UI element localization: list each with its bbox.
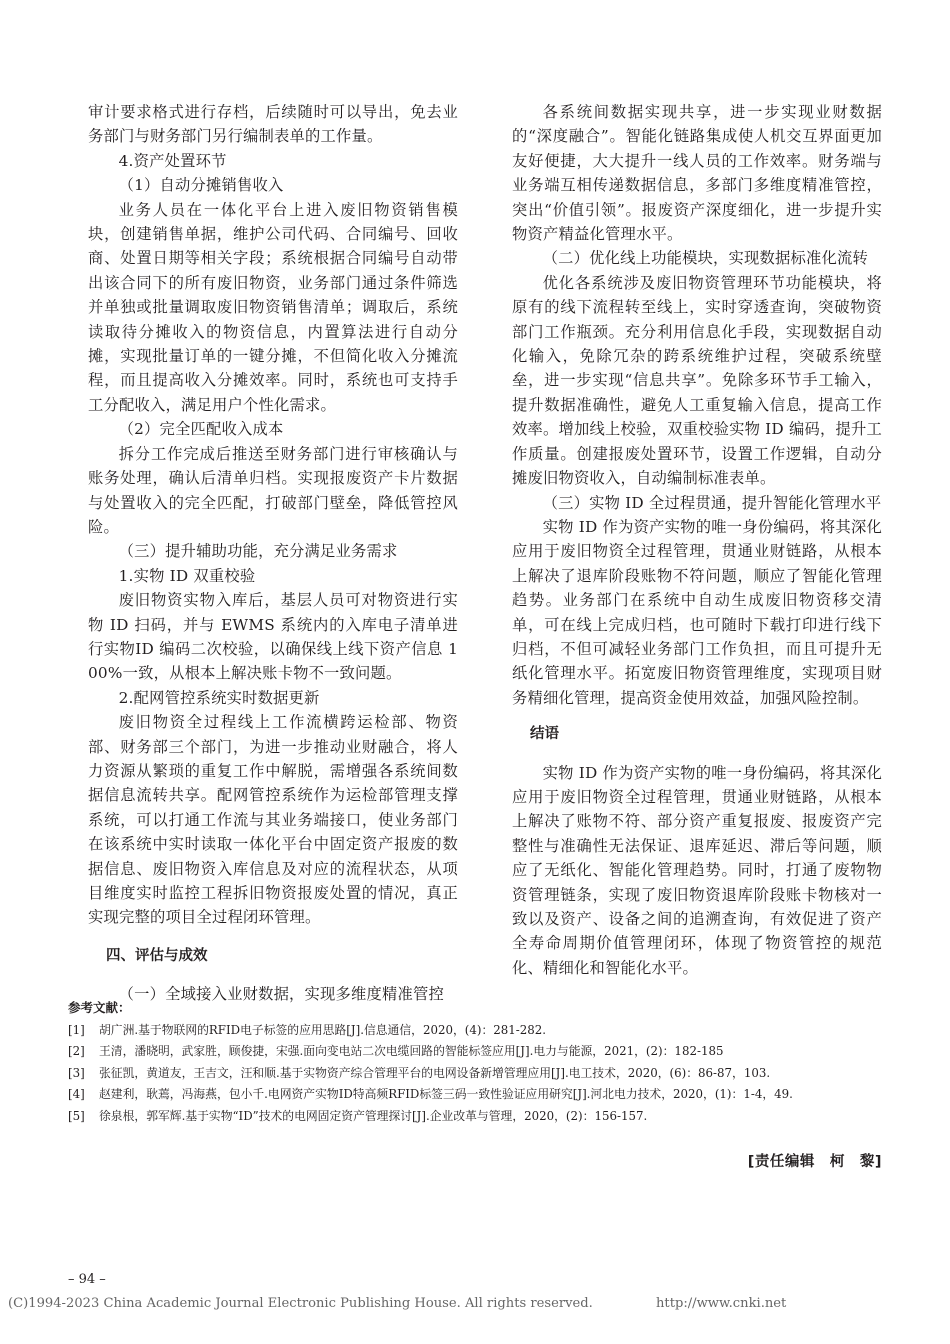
body-paragraph: 拆分工作完成后推送至财务部门进行审核确认与账务处理，确认后清单归档。实现报废资产卡片数据与处置收入的完全匹配，打破部门壁垒，降低管控风险。 [88,444,458,536]
subheading: 1.实物 ID 双重校验 [118,566,256,585]
references [68,998,898,1127]
subheading: （一）全域接入业财数据，实现多维度精准管控 [118,985,445,1004]
body-paragraph: 业务人员在一体化平台上进入废旧物资销售模块，创建销售单据，维护公司代码、合同编号、回收商、处置日期等相关字段；系统根据合同编号自动带出该合同下的所有废旧物资，业务部门通过条件筛选并单独或批量调取废旧物资销售清单；调取后，系统读取待分摊收入的物资信息，内置算法进行自动分摊，实现批量订单的一键分摊，不但简化收入分摊流程，而且提高收入分摊效率。同时，系统也可支持手工分配收入，满足用户个性化需求。 [88,200,458,414]
reference-number: [5] [68,1108,85,1123]
subheading: （三）提升辅助功能，充分满足业务需求 [118,542,398,561]
right-column [512,100,882,980]
body-paragraph: 审计要求格式进行存档，后续随时可以导出，免去业务部门与财务部门另行编制表单的工作量。 [88,103,458,146]
page-number: – 94 – [68,1272,106,1287]
reference-number: [2] [68,1044,85,1059]
subheading: （二）优化线上功能模块，实现数据标准化流转 [542,249,869,268]
conclusion-heading: 结语 [530,726,559,743]
subheading: （1）自动分摊销售收入 [118,176,284,195]
reference-item [68,1084,898,1105]
footer-url[interactable]: http://www.cnki.net [656,1296,787,1311]
reference-number: [1] [68,1023,85,1037]
body-paragraph: 废旧物资实物入库后，基层人员可对物资进行实物 ID 扫码，并与 EWMS 系统内的入库电子清单进行实物ID 编码二次校验，以确保线上线下资产信息 100%一致，从根本上解决账卡物不一致问题。 [88,591,458,683]
reference-text: 徐泉根，郭军辉.基于实物“ID”技术的电网固定资产管理探讨[J].企业改革与管理，2020，(2)：156-157. [99,1108,648,1123]
body-paragraph: 废旧物资全过程线上工作流横跨运检部、物资部、财务部三个部门，为进一步推动业财融合，将人力资源从繁琐的重复工作中解脱，需增强各系统间数据信息流转共享。配网管控系统作为运检部管理支撑系统，可以打通工作流与其业务端接口，使业务部门在该系统中实时读取一体化平台中固定资产报废的数据信息、废旧物资入库信息及对应的流程状态，从项目维度实时监控工程拆旧物资报废处置的情况，真正实现完整的项目全过程闭环管理。 [88,713,458,927]
subheading: （2）完全匹配收入成本 [118,420,284,439]
reference-item [68,1020,898,1041]
footer-copyright: (C)1994-2023 China Academic Journal Electronic Publishing House. All rights reserved. [8,1296,593,1311]
reference-text: 胡广洲.基于物联网的RFID电子标签的应用思路[J].信息通信，2020，(4)：281-282. [99,1023,547,1037]
reference-text: 王清，潘晓明，武家胜，顾俊捷，宋强.面向变电站二次电缆回路的智能标签应用[J].电力与能源，2021，(2)：182-185 [99,1044,724,1059]
responsible-editor: [责任编辑 柯 黎] [747,1154,882,1170]
subheading: 2.配网管控系统实时数据更新 [118,688,320,707]
references-title: 参考文献： [68,1000,131,1015]
body-paragraph: 优化各系统涉及废旧物资管理环节功能模块，将原有的线下流程转至线上，实时穿透查询，突破物资部门工作瓶颈。充分利用信息化手段，实现数据自动化输入，免除冗杂的跨系统维护过程，突破系统壁垒，进一步实现“信息共享”。免除多环节手工输入，提升数据准确性，避免人工重复输入信息，提高工作效率。增加线上校验，双重校验实物 ID 编码，提升工作质量。创建报废处置环节，设置工作逻辑，自动分摊废旧物资收入，自动编制标准表单。 [512,273,882,488]
body-paragraph: 实物 ID 作为资产实物的唯一身份编码，将其深化应用于废旧物资全过程管理，贯通业财链路，从根本上解决了退库阶段账物不符问题，顺应了智能化管理趋势。业务部门在系统中自动生成废旧物资移交清单，可在线上完成归档，也可随时下载打印进行线下归档，不但可减轻业务部门工作负担，而且可提升无纸化管理水平。拓宽废旧物资管理维度，实现项目财务精细化管理，提高资金使用效益，加强风险控制。 [512,517,882,707]
reference-item [68,1063,898,1084]
section-heading: 四、评估与成效 [106,947,208,964]
reference-text: 赵建利，耿蔫，冯海燕，包小千.电网资产实物ID特高频RFID标签三码一致性验证应用研究[J].河北电力技术，2020，(1)：1-4，49. [99,1087,793,1102]
reference-text: 张征凯，黄道友，王吉文，汪和顺.基于实物资产综合管理平台的电网设备新增管理应用[J].电工技术，2020，(6)：86-87，103. [99,1065,771,1080]
reference-number: [4] [68,1087,85,1102]
reference-number: [3] [68,1065,85,1080]
subheading: （三）实物 ID 全过程贯通，提升智能化管理水平 [542,493,882,512]
reference-item [68,1106,898,1127]
subheading: 4.资产处置环节 [118,151,227,170]
body-paragraph: 各系统间数据实现共享，进一步实现业财数据的“深度融合”。智能化链路集成使人机交互界面更加友好便捷，大大提升一线人员的工作效率。财务端与业务端互相传递数据信息，多部门多维度精准管控，突出“价值引领”。报废资产深度细化，进一步提升实物资产精益化管理水平。 [512,103,882,244]
body-paragraph: 实物 ID 作为资产实物的唯一身份编码，将其深化应用于废旧物资全过程管理，贯通业财链路，从根本上解决了账物不符、部分资产重复报废、报废资产完整性与准确性无法保证、退库延迟、滞后等问题，顺应了无纸化、智能化管理趋势。同时，打通了废物物资管理链条，实现了废旧物资退库阶段账卡物核对一致以及资产、设备之间的追溯查询，有效促进了资产全寿命周期价值管理闭环，体现了物资管控的规范化、精细化和智能化水平。 [512,763,882,977]
reference-item [68,1041,898,1062]
left-column [88,100,458,1007]
